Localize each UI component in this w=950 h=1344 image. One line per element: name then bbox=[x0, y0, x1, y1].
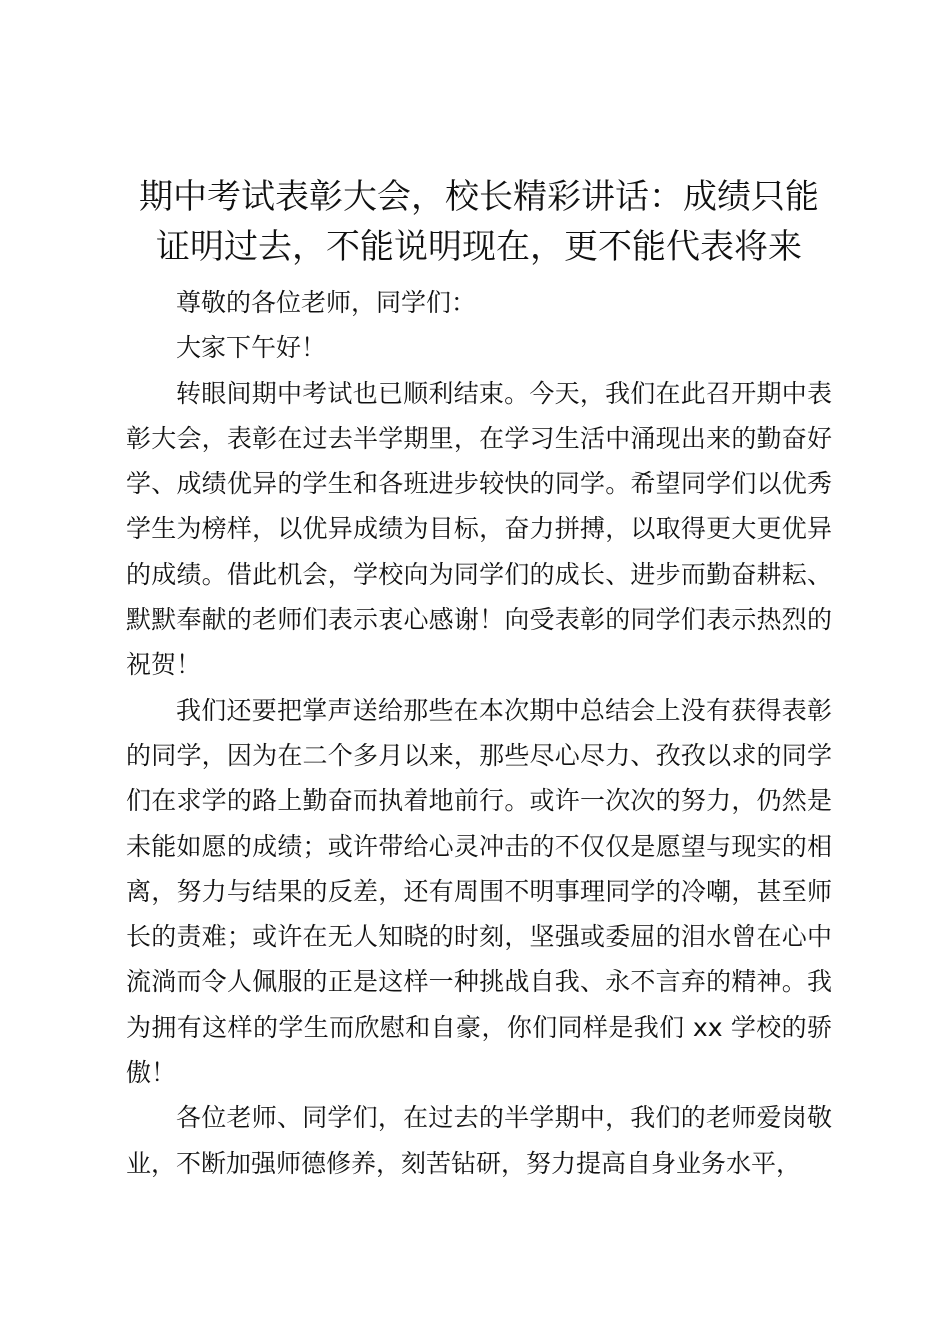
body-paragraph-1: 转眼间期中考试也已顺利结束。今天，我们在此召开期中表彰大会，表彰在过去半学期里，在学习生活中涌现出来的勤奋好学、成绩优异的学生和各班进步较快的同学。希望同学们以优秀学生为榜样，以优异成绩为目标，奋力拼搏，以取得更大更优异的成绩。借此机会，学校向为同学们的成长、进步而勤奋耕耘、默默奉献的老师们表示衷心感谢！向受表彰的同学们表示热烈的祝贺！ bbox=[126, 378, 832, 680]
body-paragraph-3: 各位老师、同学们，在过去的半学期中，我们的老师爱岗敬业，不断加强师德修养，刻苦钻研，努力提高自身业务水平， bbox=[126, 1103, 832, 1178]
body-paragraph-2: 我们还要把掌声送给那些在本次期中总结会上没有获得表彰的同学，因为在二个多月以来，那些尽心尽力、孜孜以求的同学们在求学的路上勤奋而执着地前行。或许一次次的努力，仍然是未能如愿的成绩；或许带给心灵冲击的不仅仅是愿望与现实的相离，努力与结果的反差，还有周围不明事理同学的冷嘲，甚至师长的责难；或许在无人知晓的时刻，坚强或委屈的泪水曾在心中流淌而令人佩服的正是这样一种挑战自我、永不言弃的精神。我为拥有这样的学生而欣慰和自豪，你们同样是我们 xx 学校的骄傲！ bbox=[126, 695, 832, 1088]
salutation-paragraph: 尊敬的各位老师，同学们： bbox=[176, 288, 477, 317]
document-body bbox=[126, 172, 832, 1186]
title-line-2: 证明过去，不能说明现在，更不能代表将来 bbox=[156, 227, 802, 267]
greeting-paragraph: 大家下午好！ bbox=[176, 333, 327, 363]
document-title bbox=[126, 172, 832, 272]
speech-text bbox=[126, 280, 832, 1186]
title-line-1: 期中考试表彰大会，校长精彩讲话：成绩只能 bbox=[139, 177, 819, 217]
